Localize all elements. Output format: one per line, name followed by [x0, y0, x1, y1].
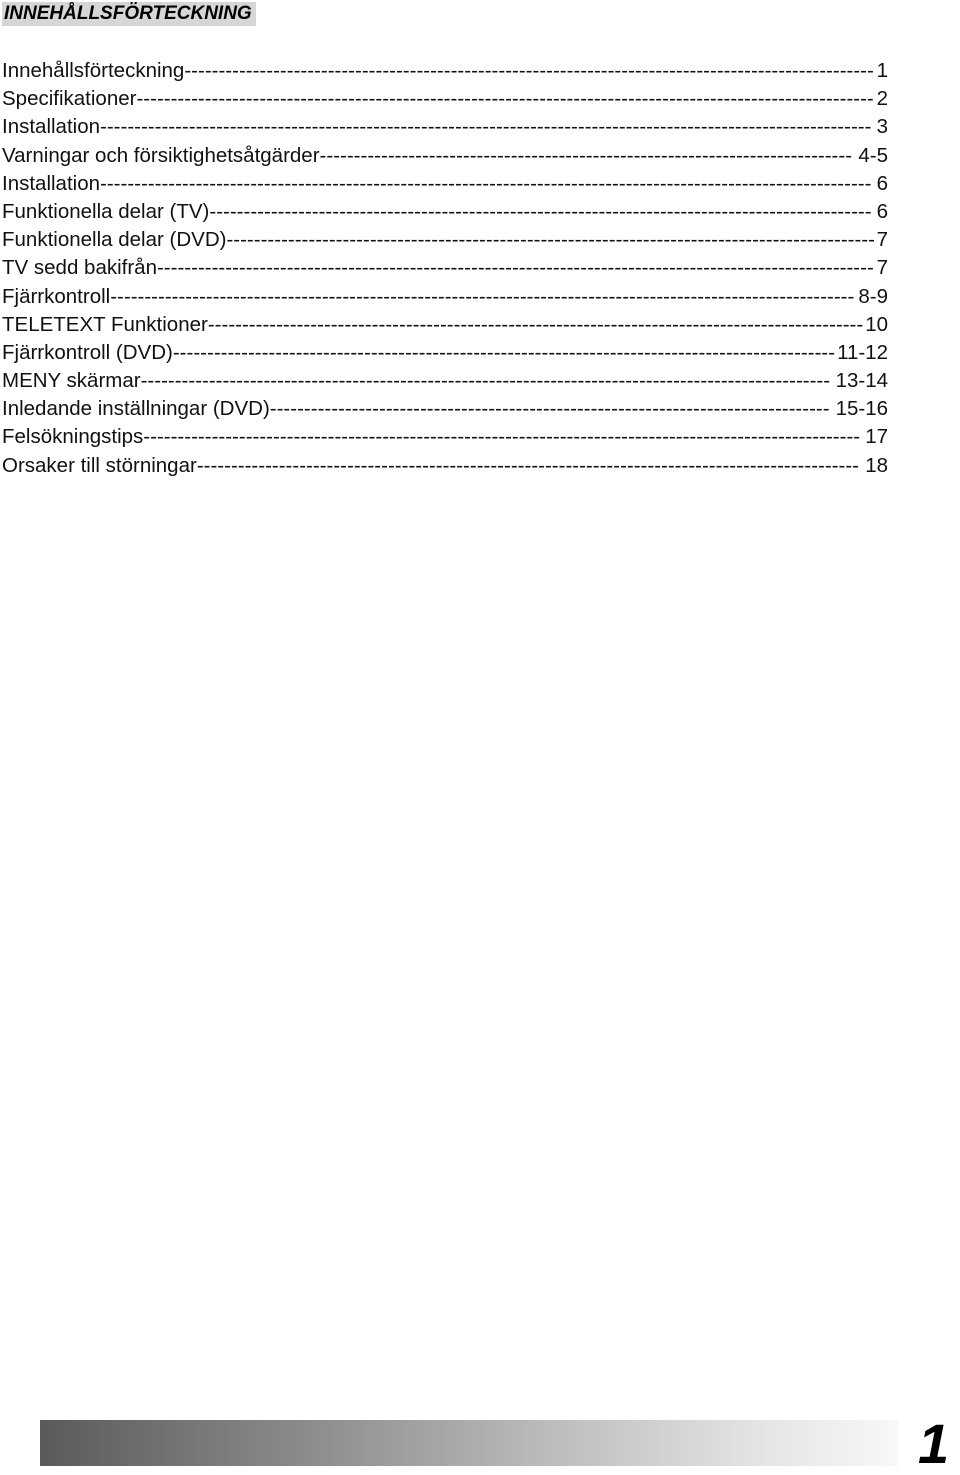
- toc-entry-page: 11-12: [837, 339, 888, 367]
- toc-entry[interactable]: [2, 395, 942, 423]
- leader-dashes: -----------------------------------------------------------------------------------------------: [226, 228, 875, 252]
- table-of-contents: [2, 57, 942, 480]
- toc-entry-title: Fjärrkontroll (DVD): [2, 340, 173, 364]
- toc-entry[interactable]: [2, 170, 942, 198]
- leader-dashes: -------------------------------------------------------------------------------------------------: [196, 453, 859, 477]
- toc-entry-page: 2: [877, 85, 888, 113]
- toc-entry-page: 18: [865, 452, 888, 480]
- toc-entry-title: TV sedd bakifrån: [2, 256, 157, 280]
- toc-entry[interactable]: [2, 142, 942, 170]
- toc-entry-page: 1: [877, 57, 888, 85]
- toc-entry[interactable]: [2, 283, 942, 311]
- toc-entry-page: 7: [877, 226, 888, 254]
- toc-entry[interactable]: [2, 423, 942, 451]
- toc-entry-page: 17: [865, 423, 888, 451]
- footer-gradient-bar: [40, 1420, 898, 1466]
- toc-entry-title: Orsaker till störningar: [2, 453, 197, 477]
- toc-entry-title: Innehållsförteckning: [2, 59, 185, 82]
- leader-dashes: -----------------------------------------------------------------------------------------------------------------: [100, 171, 872, 195]
- toc-entry-title: Installation: [2, 115, 101, 139]
- leader-dashes: -------------------------------------------------------------------------------------------------: [172, 340, 836, 364]
- toc-entry-page: 15-16: [836, 395, 888, 423]
- toc-entry-title: Inledande inställningar (DVD): [2, 397, 270, 421]
- toc-entry-title: Felsökningstips: [2, 425, 144, 449]
- toc-entry[interactable]: [2, 226, 942, 254]
- leader-dashes: ------------------------------------------------------------------------------------------------------------: [136, 87, 874, 111]
- leader-dashes: ----------------------------------------------------------------------------------: [269, 397, 830, 421]
- toc-entry-page: 13-14: [836, 367, 888, 395]
- toc-entry[interactable]: [2, 57, 942, 85]
- toc-entry-title: Funktionella delar (DVD): [2, 228, 227, 252]
- page-number: 1: [918, 1412, 950, 1475]
- toc-entry-title: Funktionella delar (TV): [2, 199, 210, 223]
- toc-entry-page: 3: [877, 113, 888, 141]
- leader-dashes: -------------------------------------------------------------------------------------------------------------: [110, 284, 855, 308]
- leader-dashes: -----------------------------------------------------------------------------------------------------------------: [100, 115, 872, 139]
- toc-entry-page: 6: [877, 170, 888, 198]
- leader-dashes: ------------------------------------------------------------------------------: [319, 143, 853, 167]
- toc-entry[interactable]: [2, 254, 942, 282]
- toc-entry-page: 4-5: [858, 142, 888, 170]
- leader-dashes: -----------------------------------------------------------------------------------------------------: [140, 369, 831, 393]
- leader-dashes: -------------------------------------------------------------------------------------------------: [209, 199, 872, 223]
- toc-entry-title: Specifikationer: [2, 87, 137, 111]
- toc-entry[interactable]: [2, 198, 942, 226]
- toc-entry-title: Installation: [2, 171, 101, 195]
- toc-entry-title: Fjärrkontroll: [2, 284, 111, 308]
- toc-entry[interactable]: [2, 452, 942, 480]
- page-title: INNEHÅLLSFÖRTECKNING: [2, 2, 256, 26]
- leader-dashes: ---------------------------------------------------------------------------------------------------------: [156, 256, 874, 280]
- toc-entry-page: 10: [865, 311, 888, 339]
- toc-entry[interactable]: [2, 113, 942, 141]
- toc-entry[interactable]: [2, 85, 942, 113]
- toc-entry-title: Varningar och försiktighetsåtgärder: [2, 143, 320, 167]
- leader-dashes: -----------------------------------------------------------------------------------------------------: [184, 59, 874, 82]
- leader-dashes: ------------------------------------------------------------------------------------------------: [207, 312, 864, 336]
- toc-entry-title: TELETEXT Funktioner: [2, 312, 208, 336]
- leader-dashes: ---------------------------------------------------------------------------------------------------------: [143, 425, 861, 449]
- toc-entry-page: 7: [877, 254, 888, 282]
- toc-entry-page: 6: [877, 198, 888, 226]
- toc-entry[interactable]: [2, 311, 942, 339]
- toc-entry-title: MENY skärmar: [2, 369, 141, 393]
- toc-entry[interactable]: [2, 367, 942, 395]
- toc-entry[interactable]: [2, 339, 942, 367]
- toc-entry-page: 8-9: [858, 283, 888, 311]
